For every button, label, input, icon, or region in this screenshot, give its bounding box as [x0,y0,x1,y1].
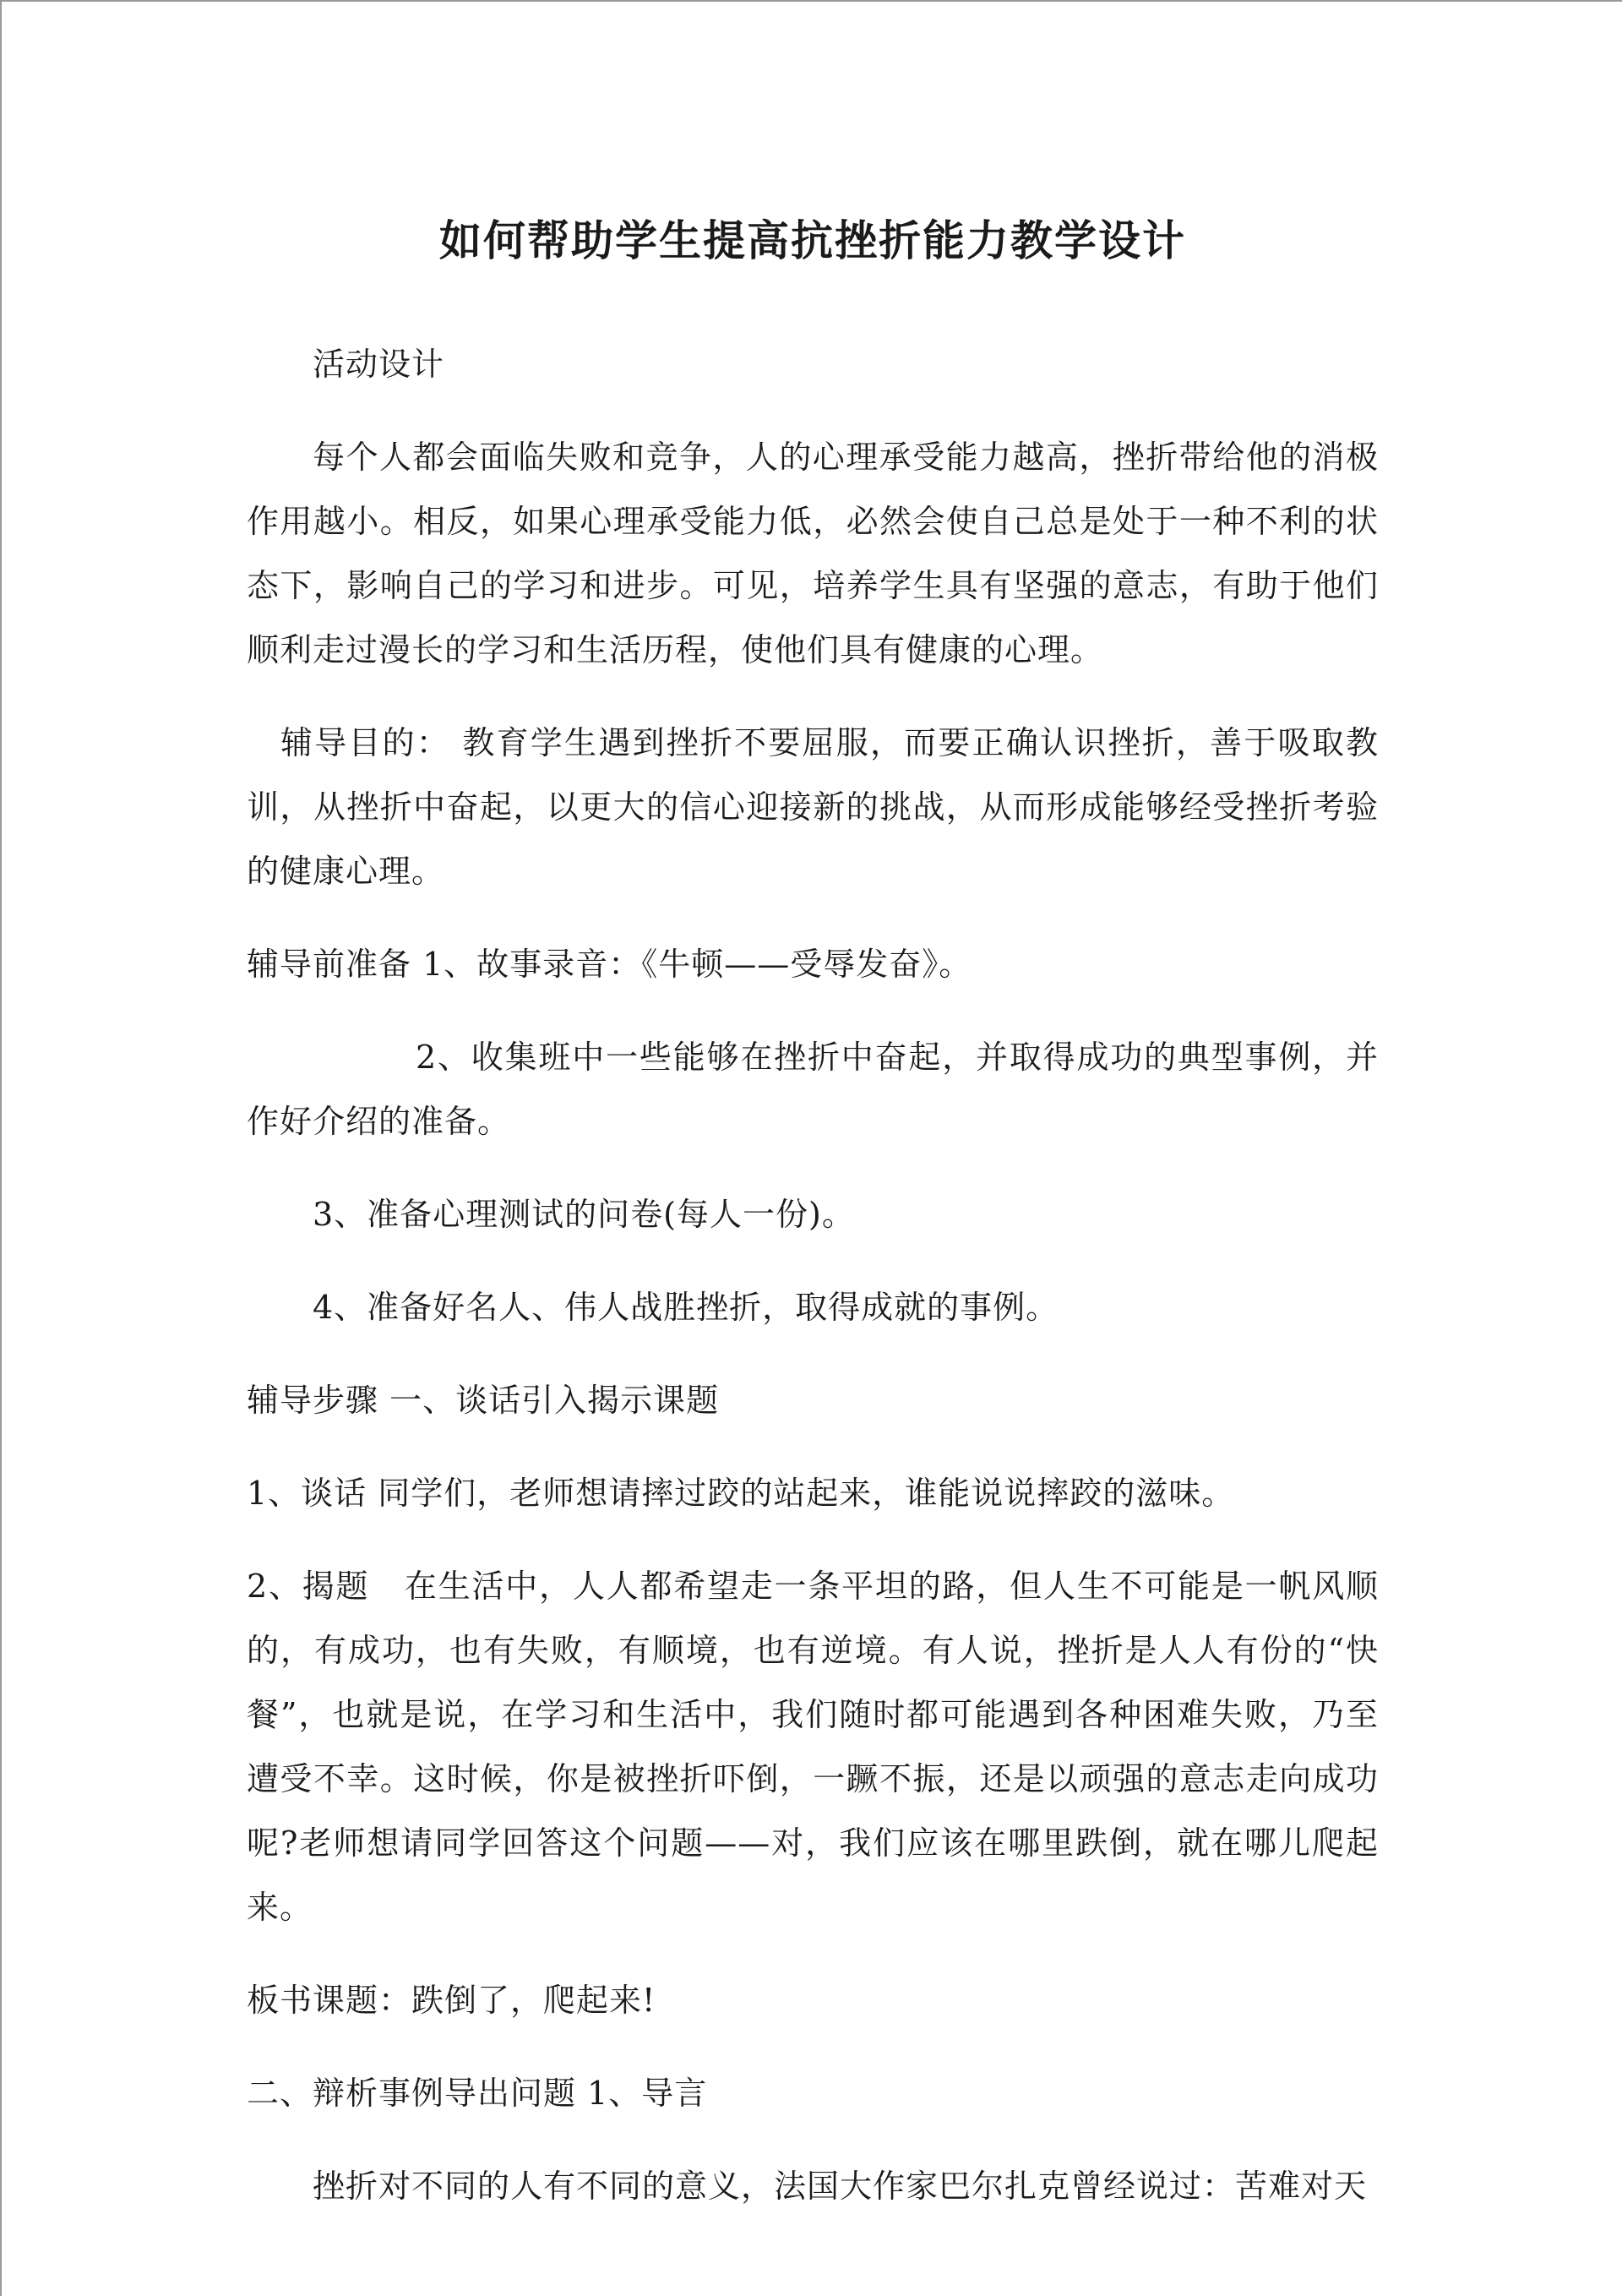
paragraph-section-two-heading: 二、辩析事例导出问题 1、导言 [247,2075,708,2112]
paragraph-preparation-2: 2、收集班中一些能够在挫折中奋起，并取得成功的典型事例，并作好介绍的准备。 [247,1039,1379,1140]
section-heading-activity-design: 活动设计 [313,346,445,383]
paragraph-step-talk: 1、谈话 同学们，老师想请摔过跤的站起来，谁能说说摔跤的滋味。 [247,1475,1235,1512]
paragraph-step-reveal: 2、揭题 在生活中，人人都希望走一条平坦的路，但人生不可能是一帆风顺的，有成功，也有失败，有顺境，也有逆境。有人说，挫折是人人有份的“快餐”，也就是说，在学习和生活中，我们随时都可能遇到各种困难失败，乃至遭受不幸。这时候，你是被挫折吓倒，一蹶不振，还是以顽强的意志走向成功呢?老师想请同学回答这个问题——对，我们应该在哪里跌倒，就在哪儿爬起来。 [247,1568,1379,1926]
paragraph-intro: 每个人都会面临失败和竞争，人的心理承受能力越高，挫折带给他的消极作用越小。相反，如果心理承受能力低，必然会使自己总是处于一种不利的状态下，影响自己的学习和进步。可见，培养学生具有坚强的意志，有助于他们顺利走过漫长的学习和生活历程，使他们具有健康的心理。 [247,439,1379,668]
paragraph-introduction-text: 挫折对不同的人有不同的意义，法国大作家巴尔扎克曾经说过：苦难对天 [313,2168,1368,2205]
paragraph-steps-heading: 辅导步骤 一、谈话引入揭示课题 [247,1382,720,1419]
paragraph-guidance-goal: 辅导目的： 教育学生遇到挫折不要屈服，而要正确认识挫折，善于吸取教训，从挫折中奋起，以更大的信心迎接新的挑战，从而形成能够经受挫折考验的健康心理。 [247,724,1379,890]
paragraph-preparation-4: 4、准备好名人、伟人战胜挫折，取得成就的事例。 [313,1289,1059,1326]
document-body [247,209,1379,2247]
paragraph-preparation-1: 辅导前准备 1、故事录音：《牛顿——受辱发奋》。 [247,946,972,983]
paragraph-preparation-3: 3、准备心理测试的问卷(每人一份)。 [313,1196,855,1233]
paragraph-board-title: 板书课题：跌倒了，爬起来! [247,1982,656,2019]
document-title: 如何帮助学生提高抗挫折能力教学设计 [439,215,1186,265]
